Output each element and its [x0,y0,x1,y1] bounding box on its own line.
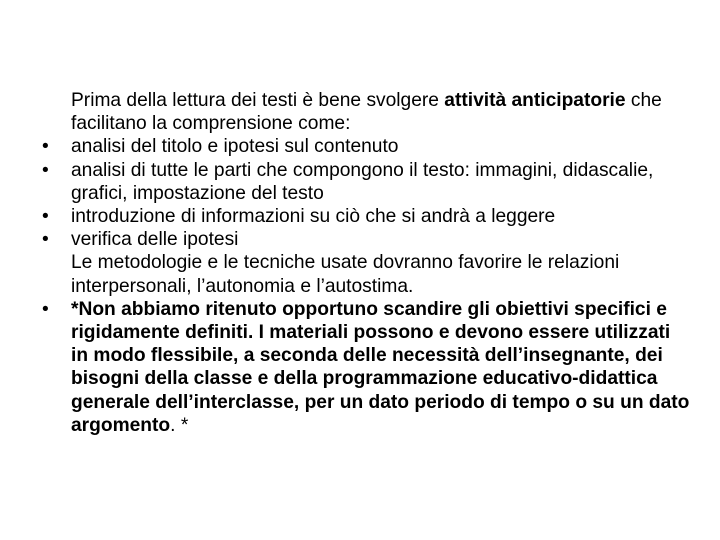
list-item-text: analisi di tutte le parti che compongono il testo: immagini, didascalie, grafici, impostazione del testo [71,159,654,204]
list-item [42,205,692,228]
list-item-text: analisi del titolo e ipotesi sul contenuto [71,136,399,158]
bullet-icon: • [42,159,49,181]
list-item [42,228,692,251]
list-item [42,135,692,158]
note-item [42,298,692,437]
intro-emphasis: attività anticipatorie [444,90,626,111]
body-text [42,89,692,437]
intro-paragraph [42,89,692,135]
intro-text: Prima della lettura dei testi è bene svolgere [71,90,445,111]
list-item-text: introduzione di informazioni su ciò che si andrà a leggere [71,206,556,228]
list-item-text: verifica delle ipotesi [71,229,239,251]
methodology-text: Le metodologie e le tecniche usate dovranno favorire le relazioni interpersonali, l’autonomia e l’autostima. [71,252,620,297]
bullet-icon: • [42,206,49,228]
bullet-icon: • [42,136,49,158]
note-tail: . * [170,414,189,436]
intro-tail: che facilitano la comprensione come: [71,90,662,135]
methodology-paragraph [42,251,692,297]
list-item [42,159,692,205]
bullet-icon: • [42,298,49,320]
note-text: *Non abbiamo ritenuto opportuno scandire gli obiettivi specifici e rigidamente definiti. I materiali possono e devono essere utilizzati in modo flessibile, a seconda delle necessità dell’insegnante, dei bisogni della classe e della programmazione educativo-didattica generale dell’interclasse, per un dato periodo di tempo o su un dato argomento [71,298,690,436]
bullet-icon: • [42,229,49,251]
